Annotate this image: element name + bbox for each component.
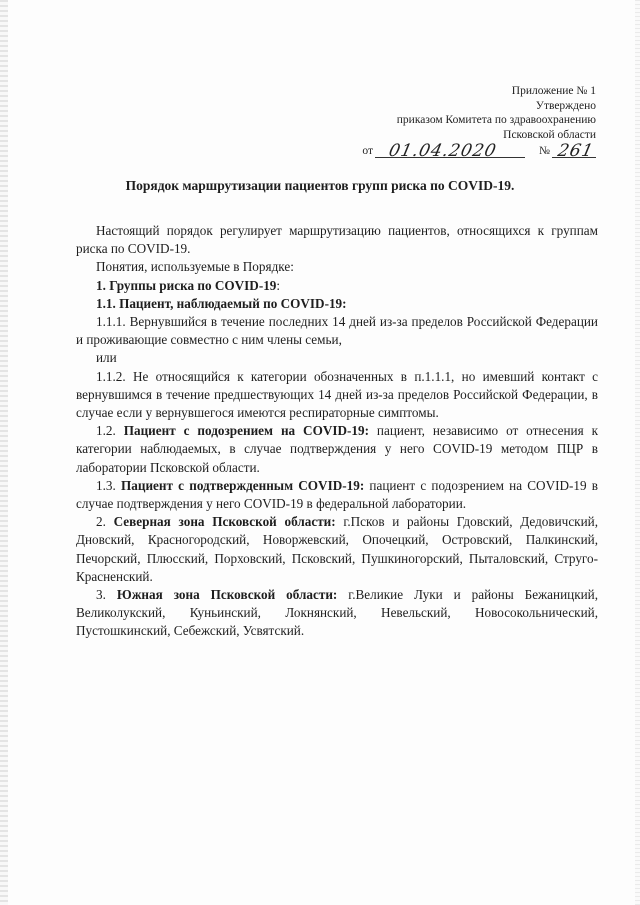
number-sign: № <box>539 144 550 157</box>
approved-label: Утверждено <box>535 99 596 112</box>
section-1-heading: 1. Группы риска по COVID-19 <box>96 277 277 293</box>
section-1-3: 1.3. Пациент с подтвержденным COVID-19: пациент с подозрением на COVID-19 в случае подтверждения у него COVID-19 в федеральной лаборатории. <box>76 477 599 512</box>
section-3: 3. Южная зона Псковской области: г.Великие Луки и районы Бежаницкий, Великолукский, Куньинский, Локнянский, Невельский, Новосокольнический, Пустошкинский, Себежский, Усвятский. <box>76 587 599 639</box>
appendix-label: Приложение № 1 <box>511 85 596 97</box>
order-authority: приказом Комитета по здравоохранению <box>396 114 596 126</box>
section-1-1-heading: 1.1. Пациент, наблюдаемый по COVID-19: <box>96 295 347 311</box>
section-3-heading: Южная зона Псковской области: <box>116 587 338 603</box>
section-1: 1. Группы риска по COVID-19: <box>96 277 281 293</box>
document-body <box>76 222 598 641</box>
scan-edge-right <box>635 0 640 905</box>
date-prefix: от <box>362 144 374 157</box>
section-1-2-heading: Пациент с подозрением на COVID-19: <box>123 423 369 439</box>
intro-paragraph: Настоящий порядок регулирует маршрутизацию пациентов, относящихся к группам риска по COVID-19. <box>76 223 598 257</box>
order-date-number <box>362 140 596 161</box>
section-1-3-heading: Пациент с подтвержденным COVID-19: <box>121 477 365 493</box>
approval-stamp-block <box>362 84 596 161</box>
section-1-2: 1.2. Пациент с подозрением на COVID-19: пациент, независимо от отнесения к категории наблюдаемых, в случае подтверждения у него COVID-19 методом ПЦР в лаборатории Псковской области. <box>76 423 598 475</box>
or-connector: или <box>96 350 117 366</box>
scan-edge-left <box>0 0 8 905</box>
section-1-1 <box>76 295 598 313</box>
region-label: Псковской области <box>503 128 596 141</box>
number-blank <box>552 140 596 161</box>
section-2: 2. Северная зона Псковской области: г.Псков и районы Гдовский, Дедовичский, Дновский, Красногородский, Новоржевский, Опочецкий, Островский, Палкинский, Печорский, Плюсский, Порховский, Псковский, Пушкиногорский, Пыталовский, Струго-Красненский. <box>76 514 598 584</box>
date-blank <box>375 140 525 161</box>
handwritten-date: 01.04.2020 <box>386 140 499 161</box>
section-1-1-2: 1.1.2. Не относящийся к категории обозначенных в п.1.1.1, но имевший контакт с вернувшимся в течение предшествующих 14 дней из-за пределов Российской Федерации, в случае если у вернувшегося имеются респираторные симптомы. <box>76 368 598 421</box>
document-title: Порядок маршрутизации пациентов групп риска по COVID-19. <box>125 178 515 193</box>
section-2-heading: Северная зона Псковской области: <box>113 514 336 530</box>
handwritten-number: 261 <box>555 140 596 161</box>
concepts-paragraph: Понятия, используемые в Порядке: <box>96 259 294 275</box>
section-1-1-1: 1.1.1. Вернувшийся в течение последних 14 дней из-за пределов Российской Федерации и проживающие совместно с ним члены семьи, <box>76 314 598 348</box>
